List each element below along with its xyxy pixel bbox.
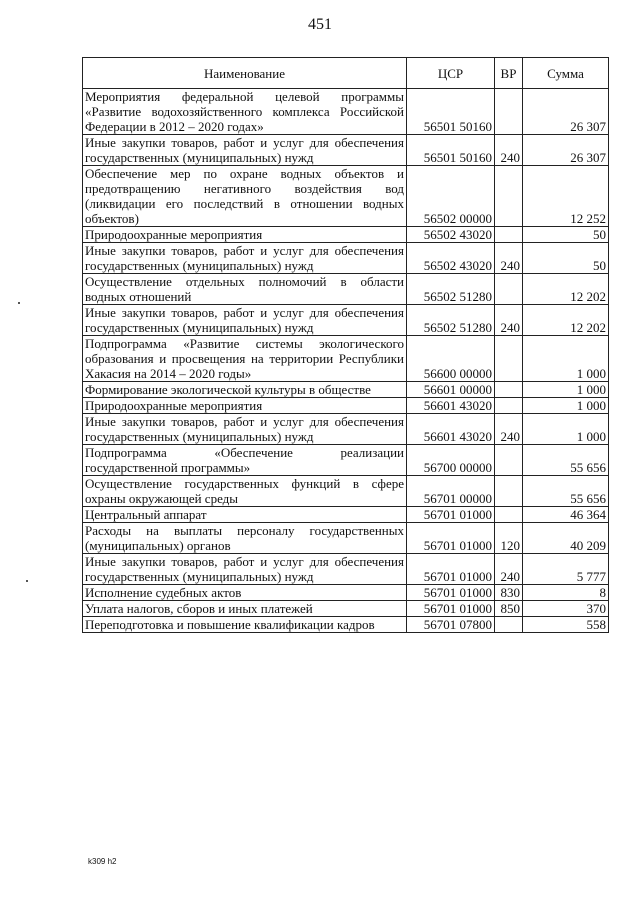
cell-vr: 120 xyxy=(495,523,523,554)
cell-vr xyxy=(495,166,523,227)
cell-vr: 240 xyxy=(495,414,523,445)
cell-name: Природоохранные мероприятия xyxy=(83,398,407,414)
cell-vr: 240 xyxy=(495,554,523,585)
cell-csr: 56701 01000 xyxy=(407,507,495,523)
cell-vr xyxy=(495,617,523,633)
cell-vr: 240 xyxy=(495,305,523,336)
cell-vr xyxy=(495,507,523,523)
table-row xyxy=(83,243,609,274)
table-row xyxy=(83,305,609,336)
cell-vr: 850 xyxy=(495,601,523,617)
cell-name: Формирование экологической культуры в обществе xyxy=(83,382,407,398)
table-row xyxy=(83,601,609,617)
cell-sum: 46 364 xyxy=(523,507,609,523)
cell-name: Уплата налогов, сборов и иных платежей xyxy=(83,601,407,617)
header-csr: ЦСР xyxy=(407,58,495,89)
cell-csr: 56600 00000 xyxy=(407,336,495,382)
margin-speck xyxy=(26,580,28,582)
cell-sum: 1 000 xyxy=(523,382,609,398)
table-header-row xyxy=(83,58,609,89)
cell-vr xyxy=(495,336,523,382)
cell-sum: 55 656 xyxy=(523,476,609,507)
cell-sum: 40 209 xyxy=(523,523,609,554)
cell-vr xyxy=(495,227,523,243)
cell-sum: 26 307 xyxy=(523,89,609,135)
cell-name: Переподготовка и повышение квалификации кадров xyxy=(83,617,407,633)
table-row xyxy=(83,554,609,585)
table-row xyxy=(83,523,609,554)
cell-name: Иные закупки товаров, работ и услуг для обеспечения государственных (муниципальных) нужд xyxy=(83,305,407,336)
cell-vr xyxy=(495,89,523,135)
cell-sum: 8 xyxy=(523,585,609,601)
table-row xyxy=(83,382,609,398)
cell-vr: 240 xyxy=(495,135,523,166)
cell-name: Расходы на выплаты персоналу государственных (муниципальных) органов xyxy=(83,523,407,554)
header-name: Наименование xyxy=(83,58,407,89)
cell-csr: 56701 07800 xyxy=(407,617,495,633)
table-row xyxy=(83,135,609,166)
cell-name: Иные закупки товаров, работ и услуг для обеспечения государственных (муниципальных) нужд xyxy=(83,414,407,445)
cell-name: Исполнение судебных актов xyxy=(83,585,407,601)
table-row xyxy=(83,445,609,476)
table-row xyxy=(83,89,609,135)
table-row xyxy=(83,166,609,227)
cell-name: Обеспечение мер по охране водных объектов и предотвращению негативного воздействия вод (ликвидации его последствий в отношении водных объектов) xyxy=(83,166,407,227)
cell-csr: 56701 01000 xyxy=(407,523,495,554)
cell-name: Осуществление отдельных полномочий в области водных отношений xyxy=(83,274,407,305)
page-number: 451 xyxy=(308,16,332,33)
header-sum: Сумма xyxy=(523,58,609,89)
table-row xyxy=(83,336,609,382)
cell-vr: 830 xyxy=(495,585,523,601)
cell-vr xyxy=(495,445,523,476)
cell-vr xyxy=(495,476,523,507)
cell-csr: 56701 00000 xyxy=(407,476,495,507)
cell-vr xyxy=(495,382,523,398)
table-row xyxy=(83,585,609,601)
cell-sum: 370 xyxy=(523,601,609,617)
cell-csr: 56601 43020 xyxy=(407,414,495,445)
cell-csr: 56502 51280 xyxy=(407,305,495,336)
cell-name: Подпрограмма «Развитие системы экологического образования и просвещения на территории Республики Хакасия на 2014 – 2020 годы» xyxy=(83,336,407,382)
cell-vr: 240 xyxy=(495,243,523,274)
table-row xyxy=(83,507,609,523)
table-row xyxy=(83,617,609,633)
header-vr: ВР xyxy=(495,58,523,89)
budget-table xyxy=(82,57,609,633)
cell-csr: 56502 43020 xyxy=(407,227,495,243)
cell-name: Иные закупки товаров, работ и услуг для обеспечения государственных (муниципальных) нужд xyxy=(83,135,407,166)
cell-name: Подпрограмма «Обеспечение реализации государственной программы» xyxy=(83,445,407,476)
cell-name: Иные закупки товаров, работ и услуг для обеспечения государственных (муниципальных) нужд xyxy=(83,243,407,274)
cell-sum: 55 656 xyxy=(523,445,609,476)
cell-sum: 50 xyxy=(523,227,609,243)
cell-csr: 56501 50160 xyxy=(407,89,495,135)
cell-csr: 56502 51280 xyxy=(407,274,495,305)
margin-speck xyxy=(18,302,20,304)
cell-csr: 56701 01000 xyxy=(407,601,495,617)
cell-name: Мероприятия федеральной целевой программы «Развитие водохозяйственного комплекса Российской Федерации в 2012 – 2020 годах» xyxy=(83,89,407,135)
cell-csr: 56501 50160 xyxy=(407,135,495,166)
table-body xyxy=(83,89,609,633)
cell-sum: 50 xyxy=(523,243,609,274)
cell-sum: 558 xyxy=(523,617,609,633)
cell-sum: 5 777 xyxy=(523,554,609,585)
cell-sum: 1 000 xyxy=(523,414,609,445)
cell-vr xyxy=(495,398,523,414)
footer-code: k309 h2 xyxy=(88,857,117,866)
cell-csr: 56502 43020 xyxy=(407,243,495,274)
table-row xyxy=(83,414,609,445)
cell-sum: 26 307 xyxy=(523,135,609,166)
table-row xyxy=(83,274,609,305)
cell-csr: 56502 00000 xyxy=(407,166,495,227)
cell-sum: 1 000 xyxy=(523,398,609,414)
cell-csr: 56601 00000 xyxy=(407,382,495,398)
cell-name: Центральный аппарат xyxy=(83,507,407,523)
cell-sum: 1 000 xyxy=(523,336,609,382)
table-row xyxy=(83,227,609,243)
table-row xyxy=(83,398,609,414)
cell-csr: 56701 01000 xyxy=(407,554,495,585)
cell-name: Природоохранные мероприятия xyxy=(83,227,407,243)
cell-name: Иные закупки товаров, работ и услуг для обеспечения государственных (муниципальных) нужд xyxy=(83,554,407,585)
cell-sum: 12 202 xyxy=(523,274,609,305)
cell-csr: 56601 43020 xyxy=(407,398,495,414)
cell-sum: 12 202 xyxy=(523,305,609,336)
cell-csr: 56701 01000 xyxy=(407,585,495,601)
cell-sum: 12 252 xyxy=(523,166,609,227)
table-row xyxy=(83,476,609,507)
cell-csr: 56700 00000 xyxy=(407,445,495,476)
cell-vr xyxy=(495,274,523,305)
cell-name: Осуществление государственных функций в сфере охраны окружающей среды xyxy=(83,476,407,507)
